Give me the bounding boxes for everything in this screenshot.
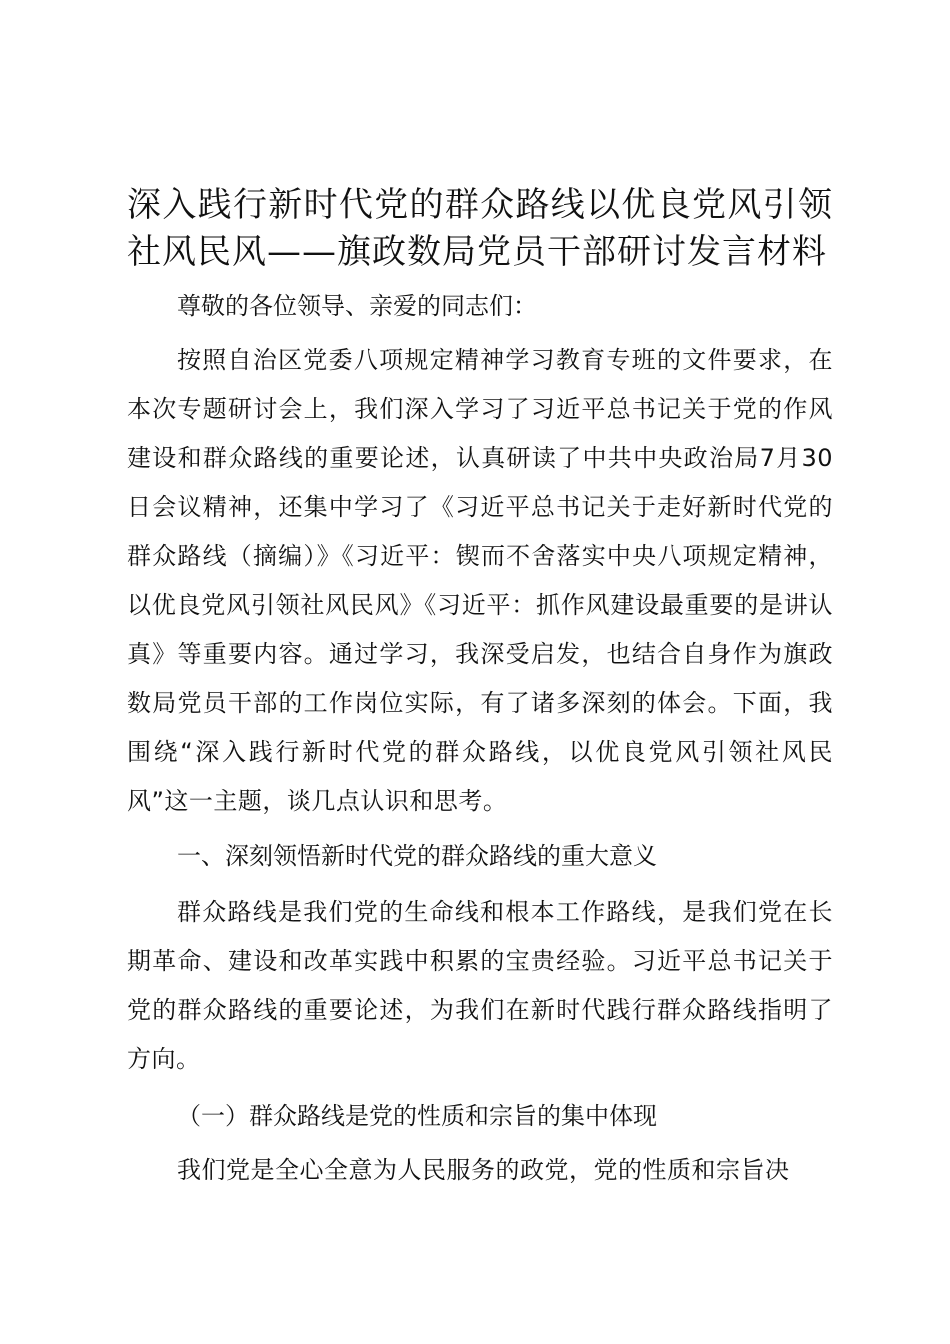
greeting: 尊敬的各位领导、亲爱的同志们： <box>177 292 537 320</box>
spacer <box>127 1084 833 1092</box>
document-body <box>127 182 833 1195</box>
subsection-heading: （一）群众路线是党的性质和宗旨的集中体现 <box>177 1102 657 1130</box>
subsection-paragraph: 我们党是全心全意为人民服务的政党，党的性质和宗旨决 <box>177 1156 790 1184</box>
section-heading: 一、深刻领悟新时代党的群众路线的重大意义 <box>177 842 657 870</box>
intro-paragraph: 按照自治区党委八项规定精神学习教育专班的文件要求，在本次专题研讨会上，我们深入学习了习近平总书记关于党的作风建设和群众路线的重要论述，认真研读了中共中央政治局7月30日会议精神，还集中学习了《习近平总书记关于走好新时代党的群众路线（摘编）》《习近平：锲而不舍落实中央八项规定精神，以优良党风引领社风民风》《习近平：抓作风建设最重要的是讲认真》等重要内容。通过学习，我深受启发，也结合自身作为旗政数局党员干部的工作岗位实际，有了诸多深刻的体会。下面，我围绕“深入践行新时代党的群众路线，以优良党风引领社风民风”这一主题，谈几点认识和思考。 <box>127 346 833 815</box>
spacer <box>127 880 833 888</box>
section-paragraph: 群众路线是我们党的生命线和根本工作路线，是我们党在长期革命、建设和改革实践中积累的宝贵经验。习近平总书记关于党的群众路线的重要论述，为我们在新时代践行群众路线指明了方向。 <box>127 898 833 1073</box>
document-title: 深入践行新时代党的群众路线以优良党风引领社风民风——旗政数局党员干部研讨发言材料 <box>127 185 833 272</box>
